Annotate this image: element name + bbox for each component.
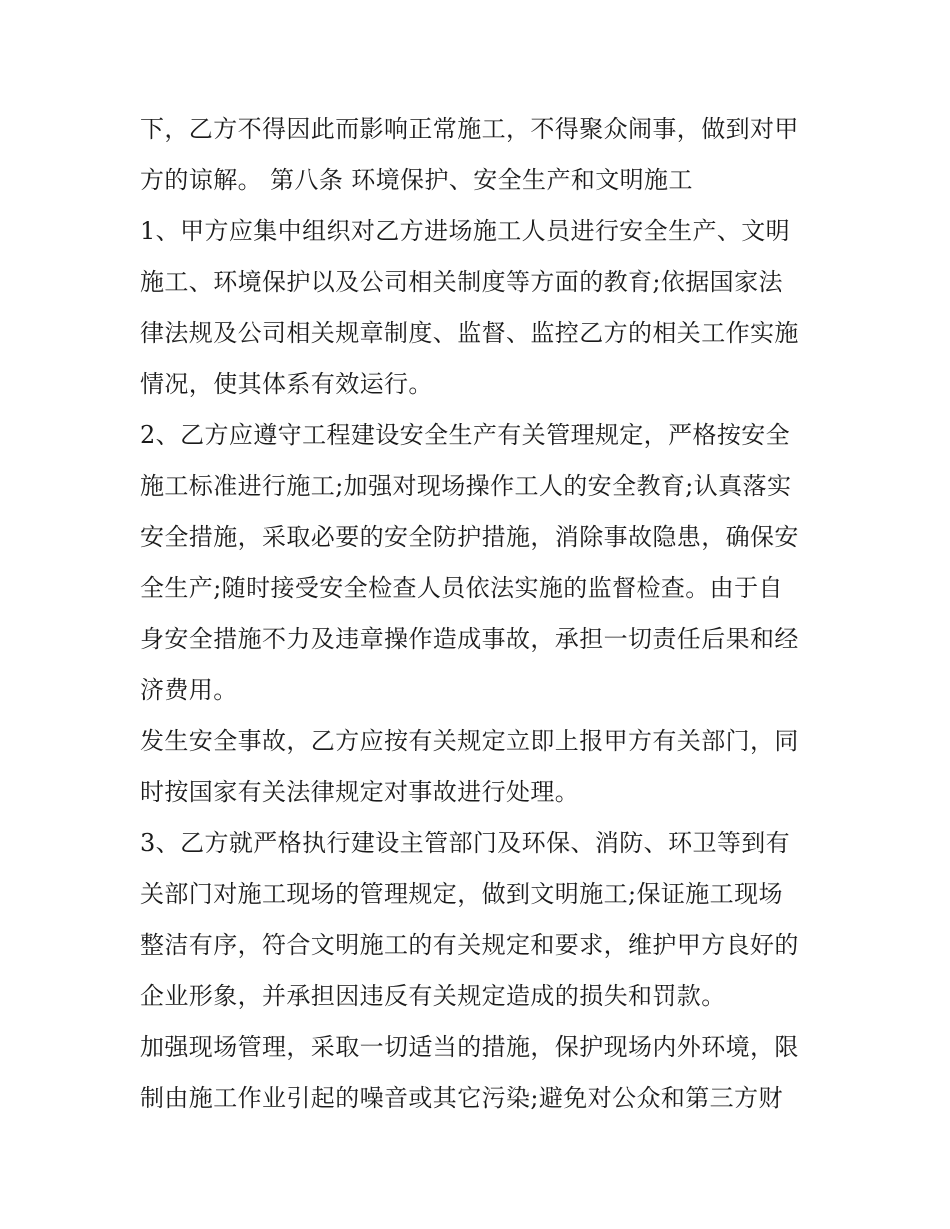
text-line: 施工、环境保护以及公司相关制度等方面的教育;依据国家法 [140, 268, 783, 296]
text-line: 济费用。 [140, 676, 238, 704]
text-line: 方的谅解。 第八条 环境保护、安全生产和文明施工 [140, 166, 693, 194]
text-line: 情况，使其体系有效运行。 [140, 370, 433, 398]
text-line: 制由施工作业引起的噪音或其它污染;避免对公众和第三方财 [140, 1084, 783, 1112]
text-line: 加强现场管理，采取一切适当的措施，保护现场内外环境，限 [140, 1033, 799, 1061]
text-line: 时按国家有关法律规定对事故进行处理。 [140, 778, 580, 806]
text-line: 律法规及公司相关规章制度、监督、监控乙方的相关工作实施 [140, 319, 799, 347]
text-line: 2、乙方应遵守工程建设安全生产有关管理规定，严格按安全 [140, 421, 791, 449]
text-line: 1、甲方应集中组织对乙方进场施工人员进行安全生产、文明 [140, 217, 791, 245]
text-line: 身安全措施不力及违章操作造成事故，承担一切责任后果和经 [140, 625, 799, 653]
text-line: 3、乙方就严格执行建设主管部门及环保、消防、环卫等到有 [140, 829, 791, 857]
text-line: 关部门对施工现场的管理规定，做到文明施工;保证施工现场 [140, 880, 783, 908]
text-line: 整洁有序，符合文明施工的有关规定和要求，维护甲方良好的 [140, 931, 799, 959]
text-line: 安全措施，采取必要的安全防护措施，消除事故隐患，确保安 [140, 523, 799, 551]
text-line: 施工标准进行施工;加强对现场操作工人的安全教育;认真落实 [140, 472, 792, 500]
text-line: 企业形象，并承担因违反有关规定造成的损失和罚款。 [140, 982, 726, 1010]
document-page [140, 104, 820, 1124]
text-line: 全生产;随时接受安全检查人员依法实施的监督检查。由于自 [140, 574, 783, 602]
text-line: 下，乙方不得因此而影响正常施工，不得聚众闹事，做到对甲 [140, 115, 799, 143]
text-line: 发生安全事故，乙方应按有关规定立即上报甲方有关部门，同 [140, 727, 799, 755]
